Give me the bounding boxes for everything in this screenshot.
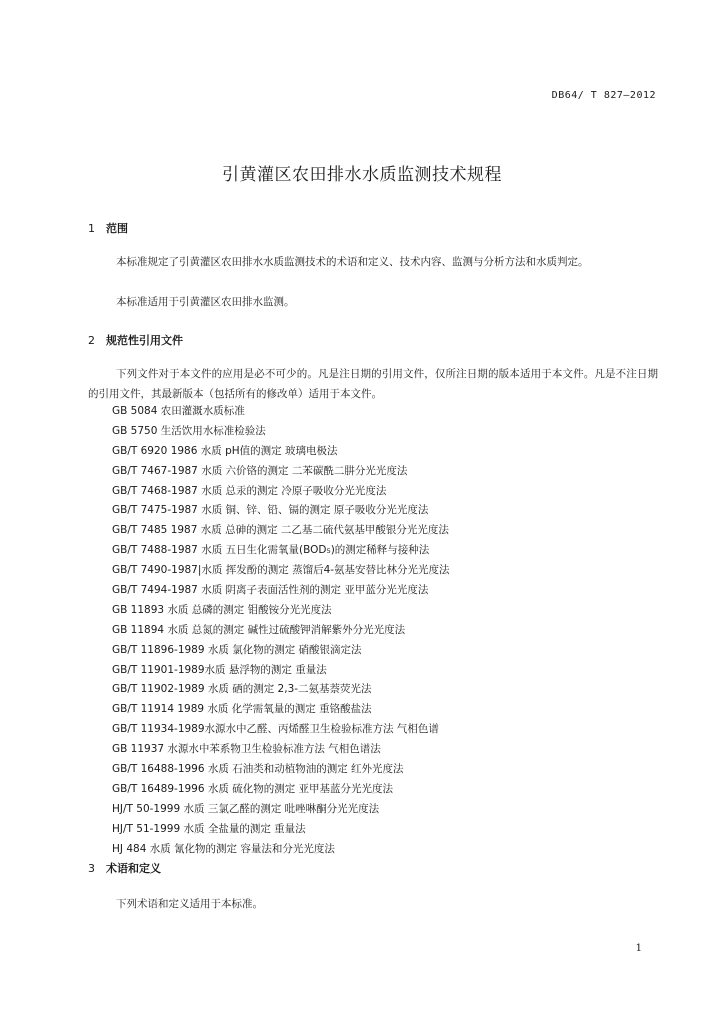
reference-item: GB/T 7468-1987 水质 总汞的测定 冷原子吸收分光光度法 xyxy=(112,484,387,497)
reference-item: GB/T 7475-1987 水质 铜、锌、铅、镉的测定 原子吸收分光光度法 xyxy=(112,504,429,517)
section-2-heading xyxy=(88,332,183,348)
section-title: 规范性引用文件 xyxy=(106,334,183,347)
section-1-paragraph-1: 本标准规定了引黄灌区农田排水水质监测技术的术语和定义、技术内容、监测与分析方法和水质判定。 xyxy=(116,256,589,268)
section-number: 1 xyxy=(88,222,95,235)
section-3-paragraph-1: 下列术语和定义适用于本标准。 xyxy=(116,898,263,910)
reference-item: GB 5084 农田灌溉水质标准 xyxy=(112,405,245,417)
standard-code: DB64/ T 827—2012 xyxy=(551,90,656,101)
reference-item: GB/T 11914 1989 水质 化学需氧量的测定 重铬酸盐法 xyxy=(112,703,372,716)
reference-item: GB/T 16489-1996 水质 硫化物的测定 亚甲基蓝分光光度法 xyxy=(112,782,394,795)
normative-references-list xyxy=(112,402,450,859)
document-title: 引黄灌区农田排水水质监测技术规程 xyxy=(222,165,502,185)
section-title: 术语和定义 xyxy=(106,862,161,875)
reference-item: GB/T 6920 1986 水质 pH值的测定 玻璃电极法 xyxy=(112,444,338,457)
reference-item: HJ/T 51-1999 水质 全盐量的测定 重量法 xyxy=(112,822,306,835)
reference-item: HJ 484 水质 氰化物的测定 容量法和分光光度法 xyxy=(112,842,335,855)
section-number: 3 xyxy=(88,862,95,875)
reference-item: GB/T 11934-1989水源水中乙醛、丙烯醛卫生检验标准方法 气相色谱 xyxy=(112,723,439,736)
reference-item: GB/T 11896-1989 水质 氯化物的测定 硝酸银滴定法 xyxy=(112,643,362,656)
section-3-heading xyxy=(88,860,161,876)
section-1-heading xyxy=(88,220,128,236)
reference-item: GB/T 16488-1996 水质 石油类和动植物油的测定 红外光度法 xyxy=(112,763,404,776)
reference-item: GB/T 11901-1989水质 悬浮物的测定 重量法 xyxy=(112,663,327,676)
section-title: 范围 xyxy=(106,222,128,235)
reference-item: GB/T 7488-1987 水质 五日生化需氧量(BOD₅)的测定稀释与接种法 xyxy=(112,544,430,557)
reference-item: GB 11893 水质 总磷的测定 钼酸铵分光光度法 xyxy=(112,603,332,616)
reference-item: GB/T 7494-1987 水质 阴离子表面活性剂的测定 亚甲蓝分光光度法 xyxy=(112,584,429,597)
reference-item: GB/T 7467-1987 水质 六价铬的测定 二苯碳酰二肼分光光度法 xyxy=(112,464,408,477)
section-2-paragraph-1: 下列文件对于本文件的应用是必不可少的。凡是注日期的引用文件，仅所注日期的版本适用于本文件。凡是不注日期的引用文件，其最新版本（包括所有的修改单）适用于本文件。 xyxy=(88,368,658,400)
reference-item: GB 11937 水源水中苯系物卫生检验标准方法 气相色谱法 xyxy=(112,743,381,756)
reference-item: HJ/T 50-1999 水质 三氯乙醛的测定 吡唑啉酮分光光度法 xyxy=(112,802,380,815)
reference-item: GB/T 7485 1987 水质 总砷的测定 二乙基二硫代氨基甲酸银分光光度法 xyxy=(112,524,449,537)
section-1-paragraph-2: 本标准适用于引黄灌区农田排水监测。 xyxy=(116,296,295,308)
page-number: 1 xyxy=(635,943,642,954)
section-number: 2 xyxy=(88,334,95,347)
reference-item: GB 11894 水质 总氮的测定 碱性过硫酸钾消解紫外分光光度法 xyxy=(112,623,406,636)
reference-item: GB/T 7490-1987|水质 挥发酚的测定 蒸馏后4-氨基安替比林分光光度法 xyxy=(112,564,450,577)
reference-item: GB/T 11902-1989 水质 硒的测定 2,3-二氨基萘荧光法 xyxy=(112,683,372,696)
reference-item: GB 5750 生活饮用水标准检验法 xyxy=(112,424,266,437)
